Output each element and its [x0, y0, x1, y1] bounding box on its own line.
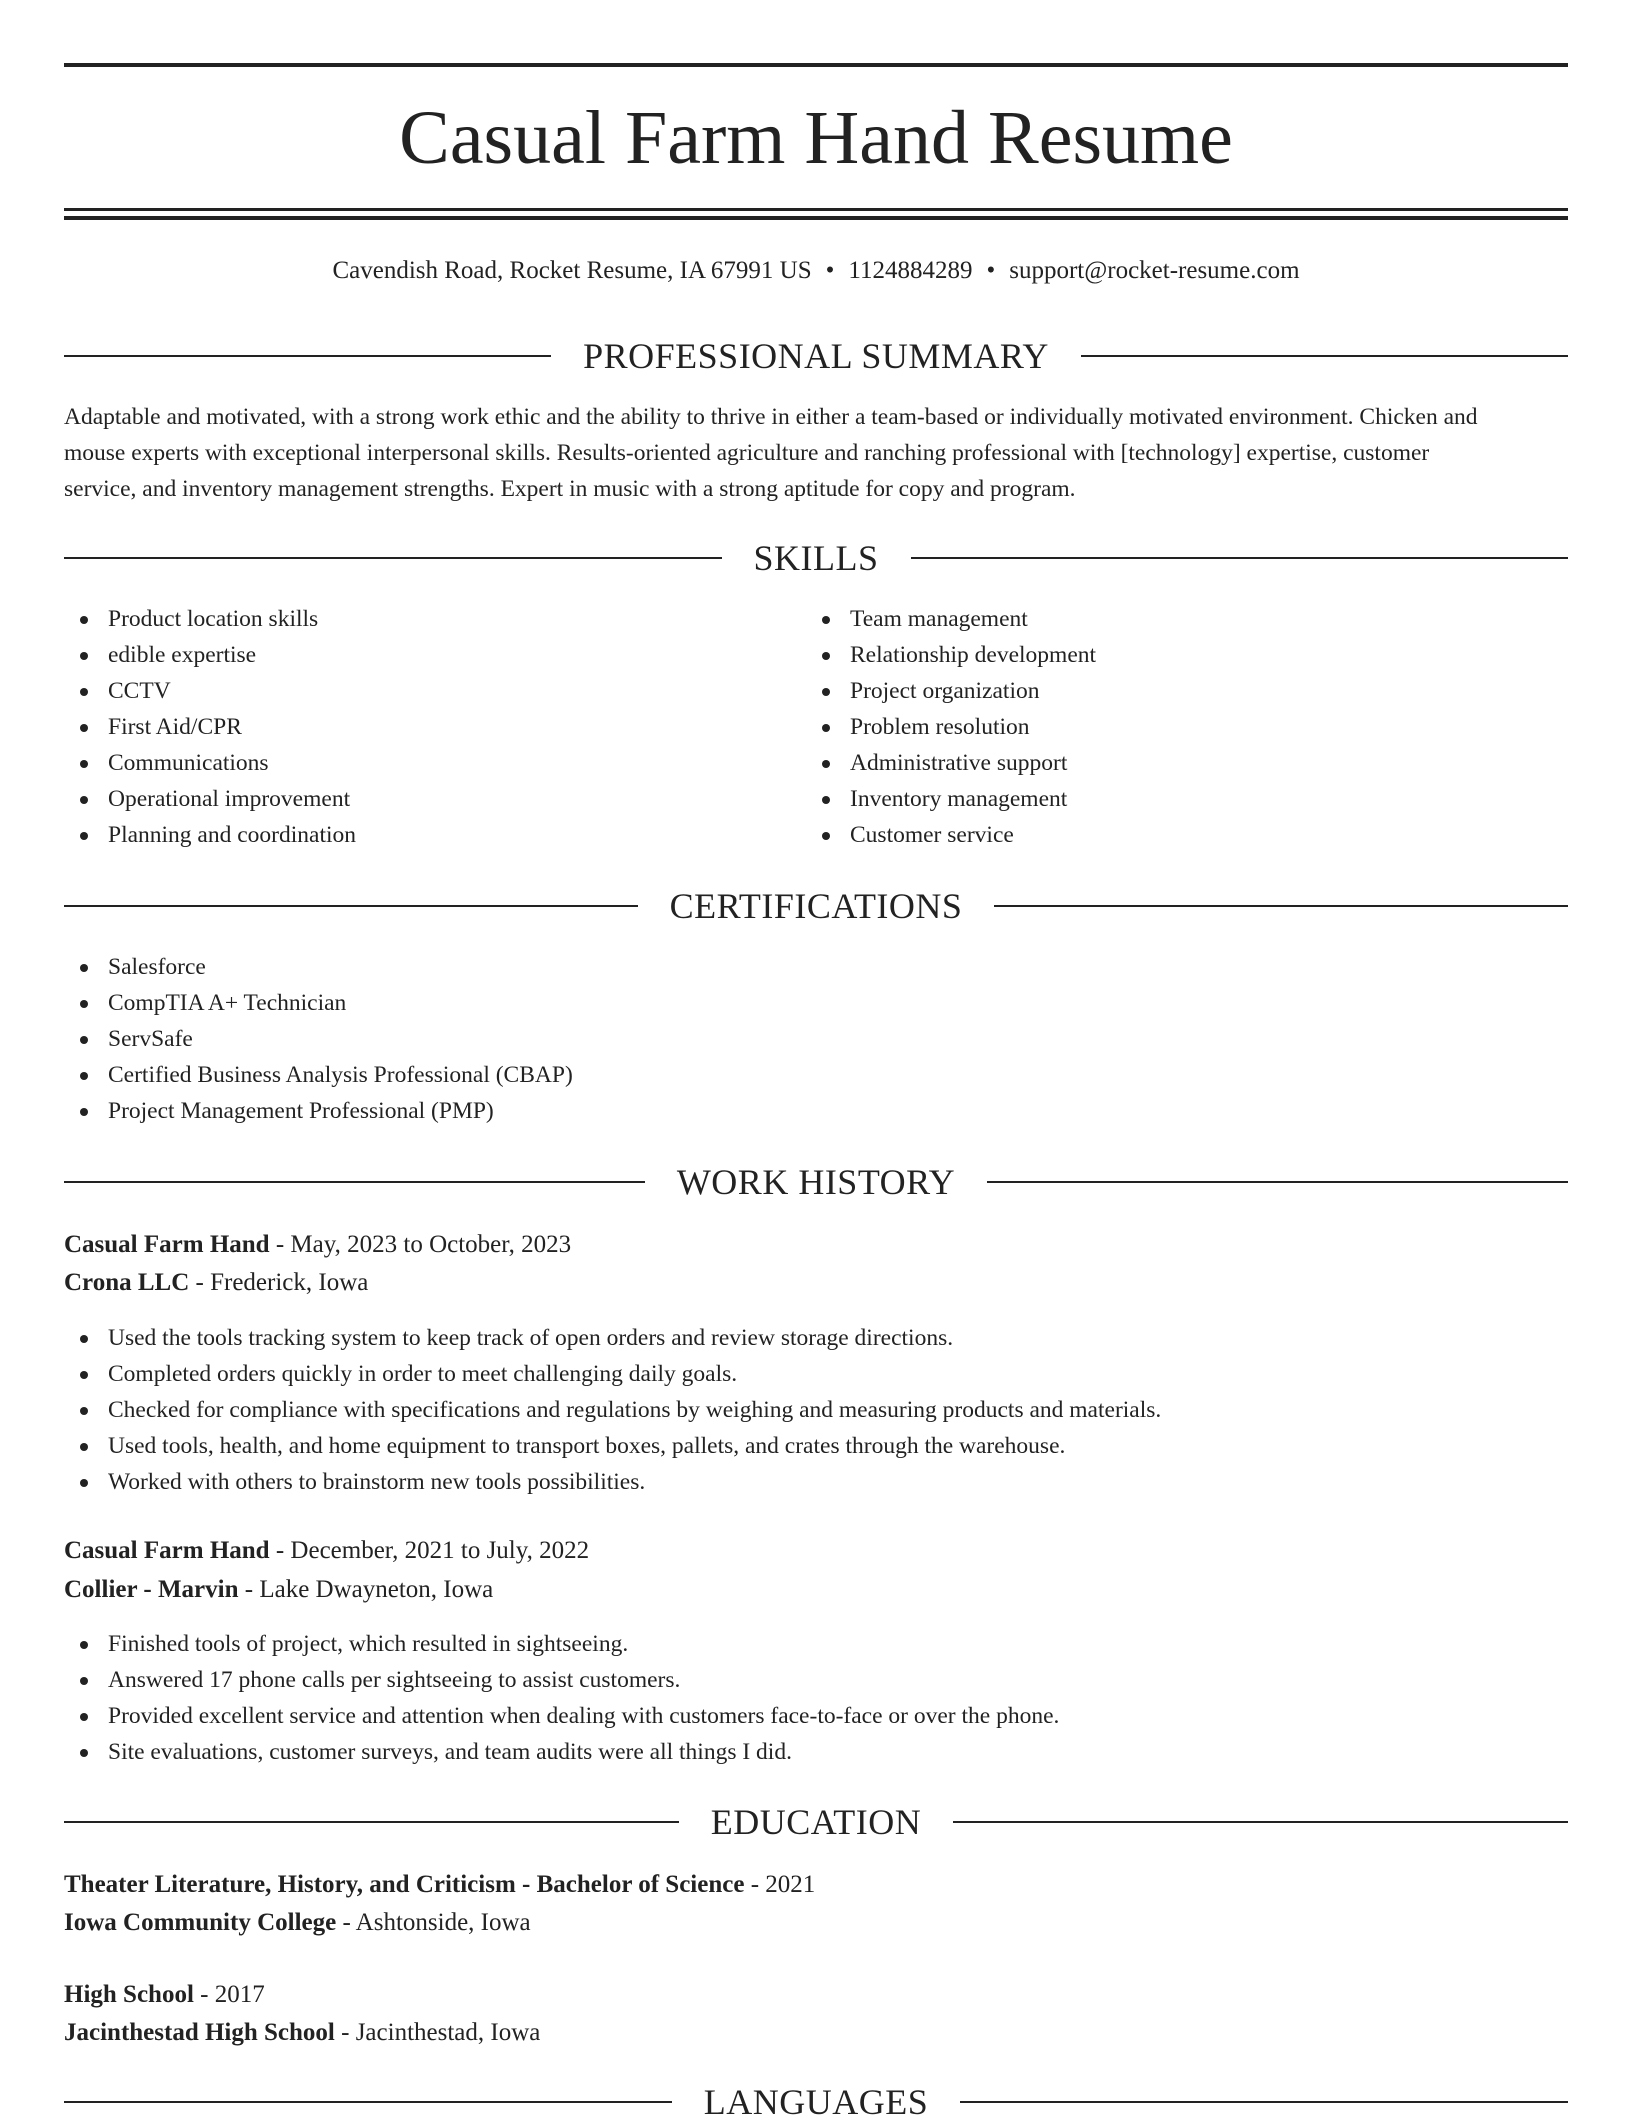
contact-phone: 1124884289	[848, 257, 973, 284]
degree-name: Theater Literature, History, and Criticism - Bachelor of Science	[64, 1871, 745, 1898]
heading-rule-left	[64, 1821, 679, 1823]
school-name: Jacinthestad High School	[64, 2019, 335, 2046]
dash: -	[750, 1871, 760, 1898]
education-heading-label: EDUCATION	[710, 1802, 922, 1842]
certification-item: ServSafe	[64, 1021, 1568, 1057]
job-title: Casual Farm Hand	[64, 1537, 270, 1564]
degree-year: 2021	[765, 1871, 816, 1898]
summary-heading	[64, 334, 1568, 378]
summary-heading-label: PROFESSIONAL SUMMARY	[583, 336, 1049, 376]
heading-rule-right	[953, 1821, 1568, 1823]
dash: -	[275, 1231, 285, 1258]
languages-heading	[64, 2080, 1568, 2124]
heading-rule-left	[64, 1181, 645, 1183]
job-title: Casual Farm Hand	[64, 1231, 270, 1258]
contact-email: support@rocket-resume.com	[1009, 257, 1300, 284]
job-title-line	[64, 1532, 1568, 1570]
job-duty: Worked with others to brainstorm new tools possibilities.	[64, 1464, 1568, 1500]
skills-heading-label: SKILLS	[753, 538, 879, 578]
job-duties-list	[64, 1320, 1568, 1500]
job-location: Lake Dwayneton, Iowa	[259, 1576, 494, 1603]
title-rule-upper	[64, 208, 1568, 211]
job-duty: Provided excellent service and attention when dealing with customers face-to-face or over the phone.	[64, 1698, 1568, 1734]
job-duty: Used tools, health, and home equipment to transport boxes, pallets, and crates through the warehouse.	[64, 1428, 1568, 1464]
skill-item: Project organization	[806, 673, 1506, 709]
contact-line	[64, 253, 1568, 289]
skill-item: Administrative support	[806, 745, 1506, 781]
heading-rule-right	[960, 2101, 1568, 2103]
certification-item: Certified Business Analysis Professional (CBAP)	[64, 1057, 1568, 1093]
school-line	[64, 1904, 1568, 1942]
languages-heading-label: LANGUAGES	[703, 2082, 929, 2122]
dash: -	[342, 1909, 351, 1936]
skill-item: Operational improvement	[64, 781, 764, 817]
job-company: Collier - Marvin	[64, 1576, 239, 1603]
job-duty: Site evaluations, customer surveys, and team audits were all things I did.	[64, 1734, 1568, 1770]
skill-item: Relationship development	[806, 637, 1506, 673]
summary-line: mouse experts with exceptional interpersonal skills. Results-oriented agriculture and ranching professional with [technology] expertise, customer	[64, 440, 1430, 466]
degree-name: High School	[64, 1981, 194, 2008]
dash: -	[244, 1576, 254, 1603]
contact-separator: •	[986, 257, 996, 284]
heading-rule-left	[64, 355, 551, 357]
job-dates: December, 2021 to July, 2022	[290, 1537, 590, 1564]
certification-item: CompTIA A+ Technician	[64, 985, 1568, 1021]
job-company-line	[64, 1571, 1568, 1609]
skills-heading	[64, 536, 1568, 580]
school-line	[64, 2014, 1568, 2052]
job-duty: Finished tools of project, which resulted in sightseeing.	[64, 1626, 1568, 1662]
skill-item: Planning and coordination	[64, 817, 764, 853]
dash: -	[341, 2019, 350, 2046]
heading-rule-right	[1081, 355, 1568, 357]
skill-item: First Aid/CPR	[64, 709, 764, 745]
skill-item: Problem resolution	[806, 709, 1506, 745]
top-rule	[64, 63, 1568, 67]
heading-rule-left	[64, 557, 722, 559]
work-heading-label: WORK HISTORY	[676, 1162, 956, 1202]
education-heading	[64, 1800, 1568, 1844]
dash: -	[195, 1269, 204, 1296]
heading-rule-left	[64, 2101, 672, 2103]
contact-separator: •	[825, 257, 835, 284]
dash: -	[275, 1537, 285, 1564]
certifications-list	[64, 949, 1568, 1129]
job-title-line	[64, 1226, 1568, 1264]
job-duty: Checked for compliance with specifications and regulations by weighing and measuring products and materials.	[64, 1392, 1568, 1428]
summary-line: service, and inventory management strengths. Expert in music with a strong aptitude for copy and program.	[64, 476, 1076, 502]
job-duty: Used the tools tracking system to keep track of open orders and review storage directions.	[64, 1320, 1568, 1356]
degree-line	[64, 1866, 1568, 1904]
certification-item: Salesforce	[64, 949, 1568, 985]
skill-item: edible expertise	[64, 637, 764, 673]
summary-text	[64, 399, 1568, 507]
heading-rule-left	[64, 905, 638, 907]
skill-item: Communications	[64, 745, 764, 781]
certifications-heading-label: CERTIFICATIONS	[669, 886, 963, 926]
dash: -	[200, 1981, 209, 2008]
job-duties-list	[64, 1626, 1568, 1770]
heading-rule-right	[911, 557, 1569, 559]
skills-list-left	[64, 601, 764, 853]
work-heading	[64, 1160, 1568, 1204]
heading-rule-right	[994, 905, 1568, 907]
resume-title: Casual Farm Hand Resume	[399, 96, 1233, 180]
skill-item: Customer service	[806, 817, 1506, 853]
degree-year: 2017	[214, 1981, 265, 2008]
job-dates: May, 2023 to October, 2023	[290, 1231, 572, 1258]
heading-rule-right	[987, 1181, 1568, 1183]
school-location: Ashtonside, Iowa	[355, 1909, 531, 1936]
job-duty: Answered 17 phone calls per sightseeing to assist customers.	[64, 1662, 1568, 1698]
title-rule-lower	[64, 216, 1568, 220]
contact-address: Cavendish Road, Rocket Resume, IA 67991 US	[332, 257, 812, 284]
job-company-line	[64, 1264, 1568, 1302]
skill-item: Product location skills	[64, 601, 764, 637]
skill-item: Inventory management	[806, 781, 1506, 817]
summary-line: Adaptable and motivated, with a strong work ethic and the ability to thrive in either a team-based or individually motivated environment. Chicken and	[64, 404, 1478, 430]
certification-item: Project Management Professional (PMP)	[64, 1093, 1568, 1129]
school-location: Jacinthestad, Iowa	[355, 2019, 541, 2046]
school-name: Iowa Community College	[64, 1909, 337, 1936]
job-duty: Completed orders quickly in order to meet challenging daily goals.	[64, 1356, 1568, 1392]
job-company: Crona LLC	[64, 1269, 190, 1296]
certifications-heading	[64, 884, 1568, 928]
job-location: Frederick, Iowa	[210, 1269, 369, 1296]
skill-item: Team management	[806, 601, 1506, 637]
skills-list-right	[806, 601, 1506, 853]
degree-line	[64, 1976, 1568, 2014]
skill-item: CCTV	[64, 673, 764, 709]
